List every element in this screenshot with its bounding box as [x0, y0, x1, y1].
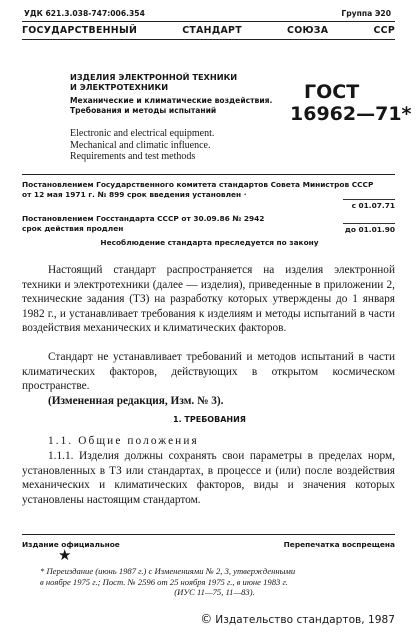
star-icon: ★ — [58, 548, 72, 564]
subsection-title: 1.1. Общие положения — [48, 435, 199, 447]
subtitle-ru-line1: Механические и климатические воздействия. — [70, 96, 273, 105]
decree-2-date: до 01.01.90 — [344, 225, 395, 234]
header-rule-bottom — [22, 39, 395, 40]
gost-number: 16962—71* — [290, 103, 412, 125]
copyright-icon: © — [200, 612, 213, 626]
subtitle-ru — [70, 96, 272, 116]
official-edition: Издание официальное — [22, 540, 120, 549]
decree-2-line1: Постановлением Госстандарта СССР от 30.09.86 № 2942 — [22, 214, 265, 223]
decree-2-line2: срок действия продлен — [22, 224, 124, 233]
group-code: Группа Э20 — [341, 9, 391, 18]
decree-2-date-rule — [343, 223, 395, 224]
title-rule — [22, 174, 395, 175]
section-title: 1. ТРЕБОВАНИЯ — [173, 415, 246, 424]
title-en — [70, 128, 214, 163]
title-ru-line1: ИЗДЕЛИЯ ЭЛЕКТРОННОЙ ТЕХНИКИ — [70, 72, 238, 82]
footnote-line2: в ноябре 1975 г.; Пост. № 2596 от 25 ноября 1975 г., в июне 1983 г. — [40, 576, 288, 587]
decree-1-date: с 01.07.71 — [351, 201, 395, 210]
footnote-line1: * Переиздание (июнь 1987 г.) с Изменениями № 2, 3, утвержденными — [40, 566, 296, 576]
decree-1-line2: от 12 мая 1971 г. № 899 срок введения установлен · — [22, 190, 247, 199]
penalty-notice: Несоблюдение стандарта преследуется по закону — [100, 238, 319, 247]
intro-paragraph: Настоящий стандарт распространяется на изделия электронной техники и электротехники (далее — изделия), приведенные в приложении 2, технические задания (ТЗ) на разработку которых утверждены до 1 января 1982 г., и устанавливает требования к изделиям и методы испытаний в части воздействия механических и климатических факторов. — [22, 264, 395, 335]
copyright — [200, 612, 395, 626]
decree-1-date-rule — [343, 199, 395, 200]
title-en-line3: Requirements and test methods — [70, 151, 196, 162]
decree-1 — [22, 180, 395, 200]
header-rule-top — [22, 21, 395, 22]
clause-1-1-1: 1.1.1. Изделия должны сохранять свои параметры в пределах норм, установленных в ТЗ или стандартах, в процессе и (или) после воздействия механических и климатических факторов, виды и значения которых установлены настоящим стандартом. — [22, 450, 395, 506]
scope-paragraph: Стандарт не устанавливает требований и методов испытаний в части климатических факторов, действующих в открытом космическом пространстве. — [22, 351, 395, 393]
decree-2 — [22, 214, 395, 234]
revision-note: (Измененная редакция, Изм. № 3). — [48, 395, 224, 407]
footnote — [30, 566, 379, 598]
decree-1-line1: Постановлением Государственного комитета стандартов Совета Министров СССР — [22, 180, 374, 189]
title-ru — [70, 72, 237, 92]
footer-rule — [22, 534, 395, 535]
udk-code: УДК 621.3.038-747:006.354 — [24, 9, 145, 18]
gost-label: ГОСТ — [304, 81, 360, 103]
subtitle-ru-line2: Требования и методы испытаний — [70, 106, 217, 115]
title-en-line1: Electronic and electrical equipment. — [70, 128, 215, 139]
reprint-notice: Перепечатка воспрещена — [283, 540, 395, 549]
state-standard-banner: ГОСУДАРСТВЕННЫЙ СТАНДАРТ СОЮЗА ССР — [22, 25, 395, 36]
title-en-line2: Mechanical and climatic influence. — [70, 139, 211, 151]
title-ru-line2: И ЭЛЕКТРОТЕХНИКИ — [70, 82, 169, 92]
footnote-line3: (ИУС 11—75, 11—83). — [174, 587, 255, 598]
copyright-text: Издательство стандартов, 1987 — [215, 614, 395, 626]
